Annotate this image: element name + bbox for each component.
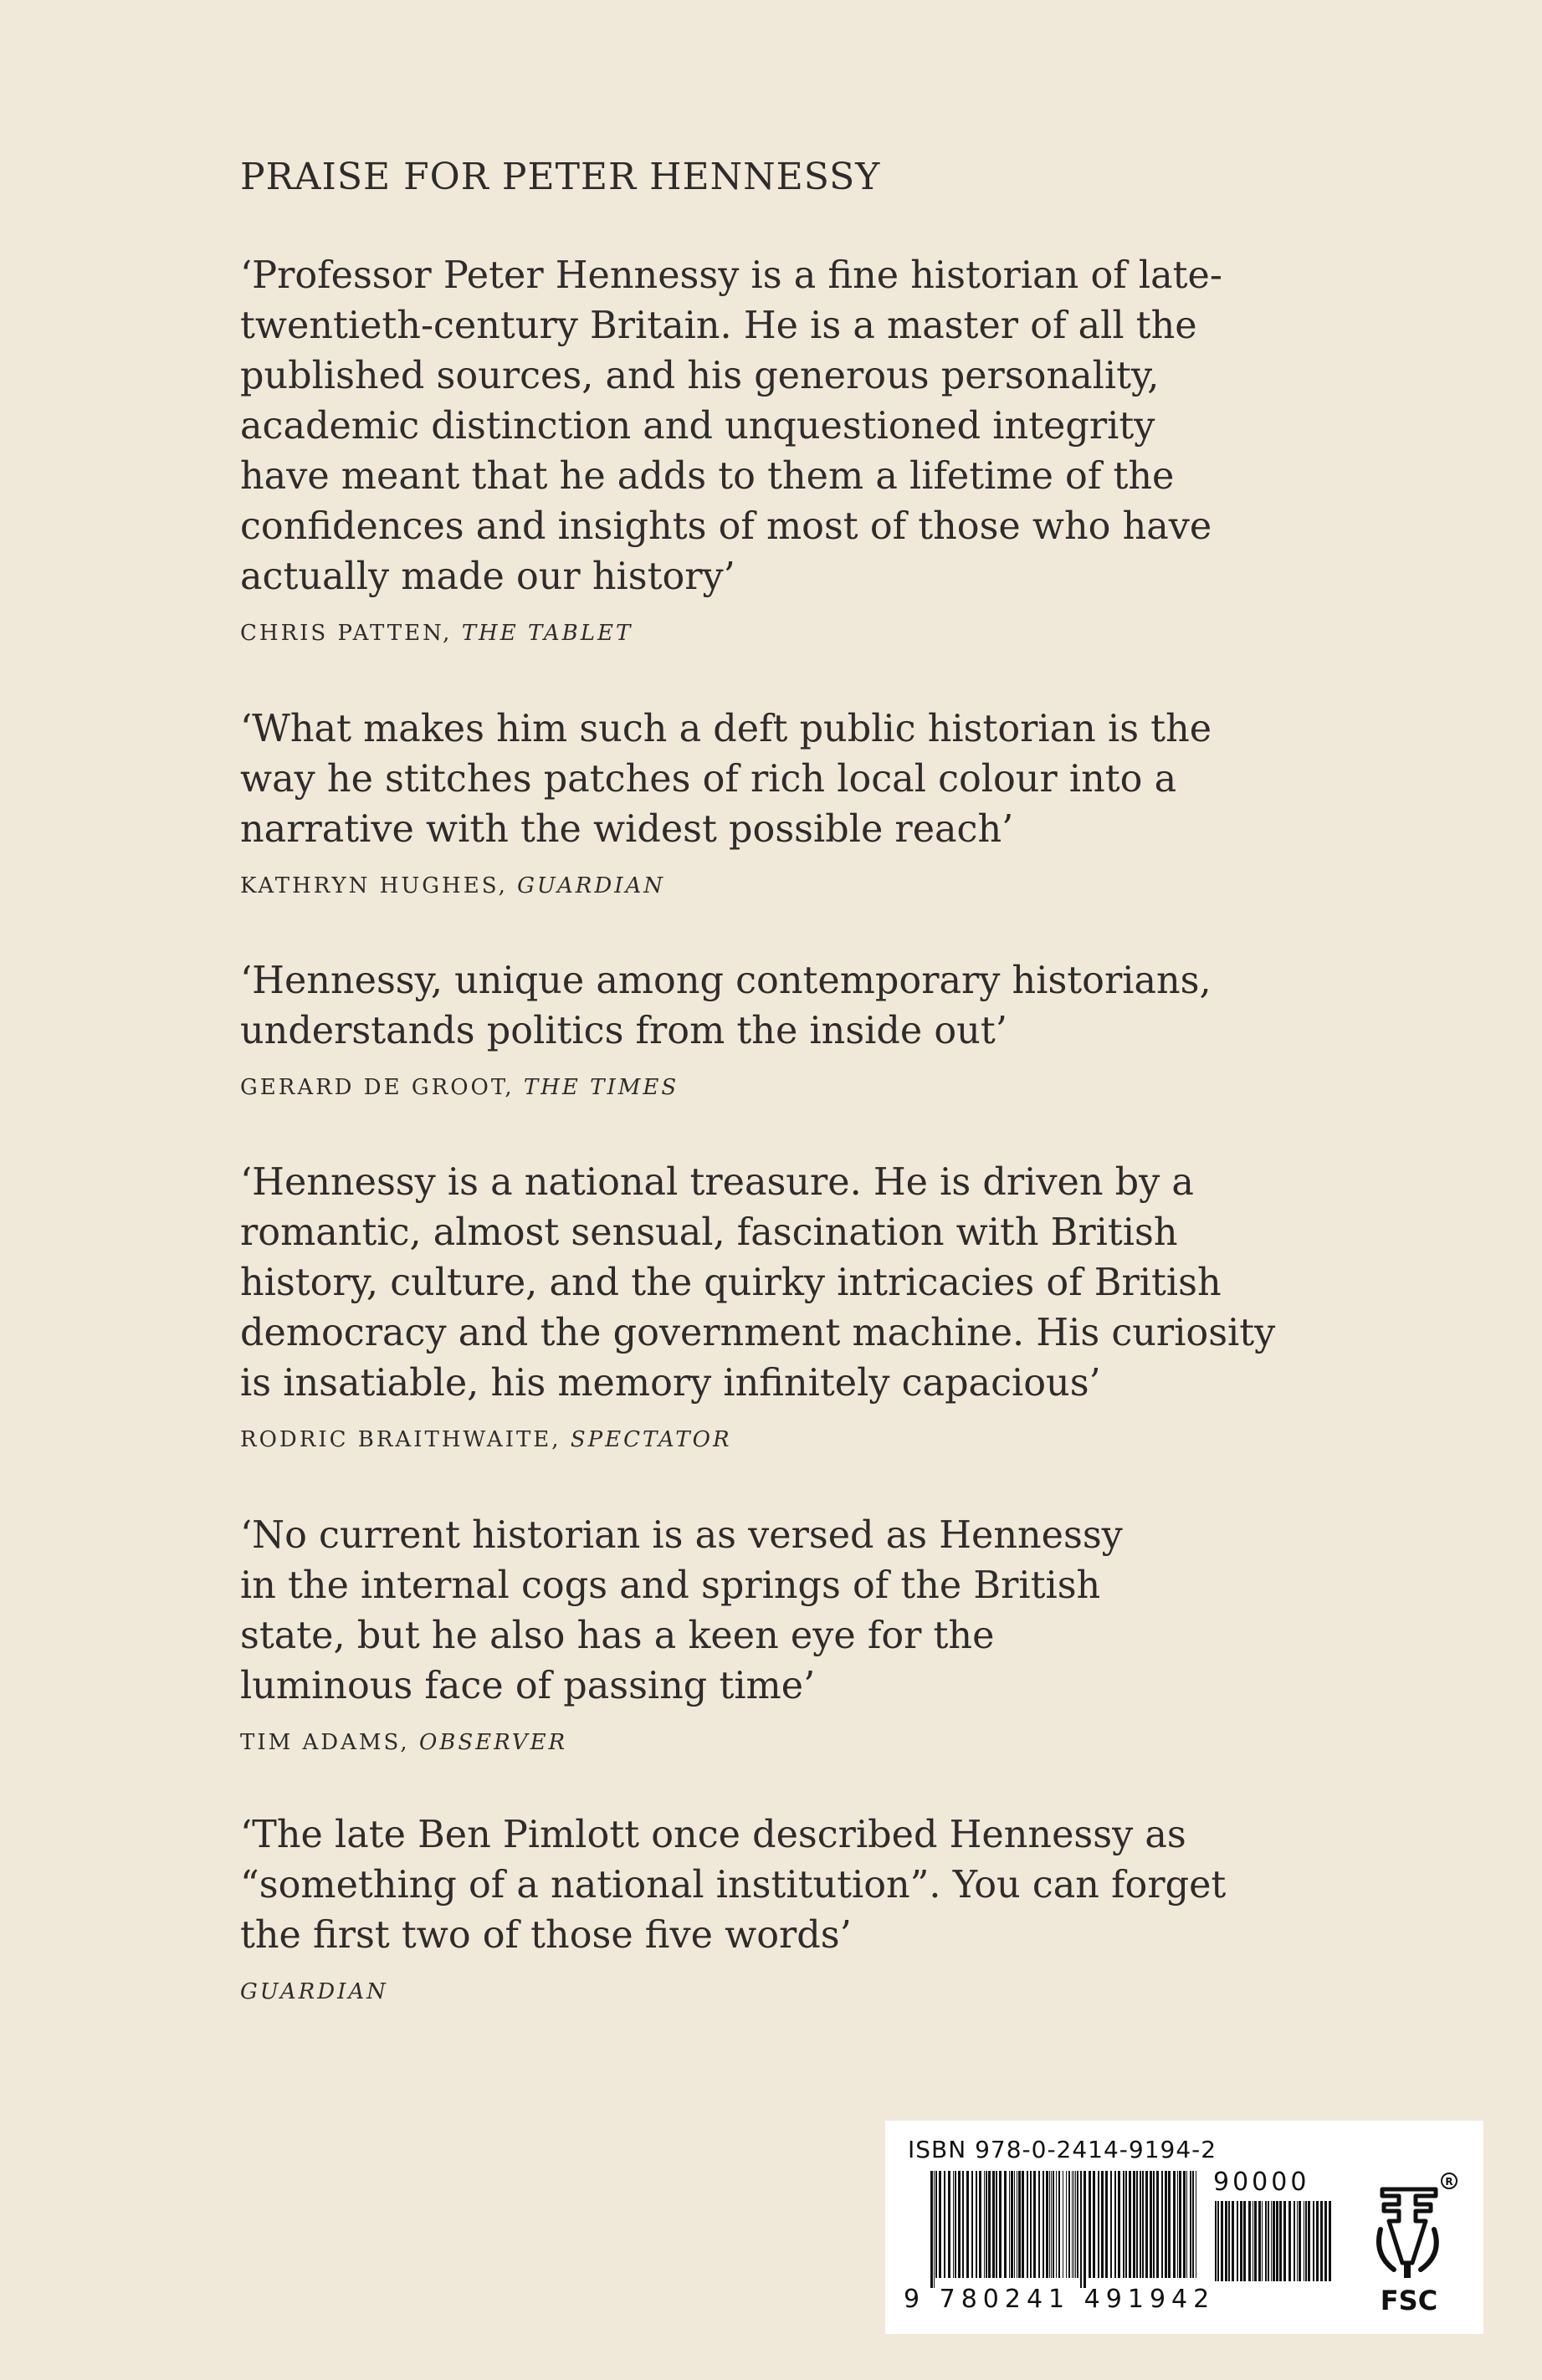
barcode-bar	[1018, 2171, 1021, 2278]
isbn-label: ISBN 978-0-2414-9194-2	[908, 2136, 1217, 2163]
barcode-bar	[1228, 2201, 1230, 2281]
barcode-bar	[1243, 2201, 1246, 2281]
attribution-author: KATHRYN HUGHES,	[240, 873, 518, 898]
quote-line: confidences and insights of most of those who have	[240, 505, 1212, 548]
quote-line: understands politics from the inside out’	[240, 1010, 1007, 1052]
barcode-bar	[1083, 2171, 1086, 2288]
barcode-bar	[1053, 2171, 1054, 2278]
quote-line: history, culture, and the quirky intricacies of British	[240, 1262, 1222, 1304]
barcode-bar	[958, 2171, 961, 2278]
barcode-bar	[1080, 2171, 1082, 2288]
barcode-bar	[986, 2171, 987, 2278]
barcode-bar	[953, 2171, 954, 2278]
quote-line: narrative with the widest possible reach’	[240, 808, 1014, 851]
barcode-bar	[1217, 2201, 1219, 2281]
barcode-bar	[944, 2171, 945, 2278]
barcode-bar	[1279, 2201, 1282, 2281]
barcode-bar	[1186, 2171, 1187, 2278]
barcode-bar	[1165, 2171, 1167, 2278]
barcode-bar	[1268, 2201, 1269, 2281]
barcode-bar	[1153, 2171, 1155, 2278]
barcode-bar	[1129, 2171, 1131, 2278]
quote-text	[240, 251, 1244, 602]
quote-text	[240, 704, 1244, 855]
barcode-bar	[1009, 2171, 1010, 2278]
barcode-bar	[1190, 2171, 1191, 2278]
barcode-bar	[1077, 2171, 1078, 2278]
quote-line: democracy and the government machine. His curiosity	[240, 1312, 1276, 1354]
quote-line: way he stitches patches of rich local colour into a	[240, 758, 1177, 801]
barcode-bar	[984, 2171, 985, 2278]
barcode-bar	[1125, 2171, 1127, 2278]
quote-text	[240, 956, 1244, 1057]
barcode-bar	[1177, 2171, 1178, 2278]
barcode-bar	[1225, 2201, 1227, 2281]
barcode-bar	[966, 2171, 969, 2278]
barcode-bar	[1173, 2171, 1176, 2278]
barcode-bar	[1271, 2201, 1272, 2281]
barcode-bar	[1142, 2171, 1144, 2278]
barcode-bar	[1156, 2171, 1159, 2278]
barcode-bar	[1320, 2201, 1323, 2281]
barcode-bar	[1014, 2171, 1015, 2278]
barcode-bar	[1145, 2171, 1148, 2278]
quote-line: ‘Professor Peter Hennessy is a fine historian of late-	[240, 254, 1222, 297]
quote-block	[240, 956, 1244, 1100]
barcode-panel	[885, 2121, 1483, 2334]
quote-attribution	[240, 621, 1244, 646]
barcode-bar	[1098, 2171, 1099, 2278]
barcode-bar	[1150, 2171, 1152, 2278]
barcode-bar	[1262, 2201, 1263, 2281]
quote-attribution	[240, 1979, 1244, 2004]
quote-attribution	[240, 1075, 1244, 1100]
quote-attribution	[240, 1730, 1244, 1755]
quote-line: actually made our history’	[240, 555, 735, 598]
attribution-author: TIM ADAMS,	[240, 1730, 419, 1755]
quote-block	[240, 1511, 1244, 1755]
barcode-bar	[935, 2171, 937, 2278]
svg-text:FSC: FSC	[1380, 2285, 1438, 2316]
barcode-bar	[1105, 2171, 1108, 2278]
quote-text	[240, 1511, 1244, 1712]
quote-line: ‘No current historian is as versed as Hennessy	[240, 1514, 1123, 1557]
barcode-bar	[1240, 2201, 1242, 2281]
quote-line: state, but he also has a keen eye for the	[240, 1615, 995, 1657]
barcode-bar	[1051, 2171, 1052, 2278]
barcode-bar	[930, 2171, 933, 2288]
quote-line: ‘The late Ben Pimlott once described Hennessy as	[240, 1814, 1186, 1856]
barcode-bar	[1073, 2171, 1074, 2278]
quote-line: the first two of those five words’	[240, 1914, 852, 1957]
barcode-bar	[1237, 2201, 1238, 2281]
barcode-bar	[1183, 2171, 1186, 2278]
barcode-bar	[979, 2171, 981, 2278]
barcode-bar	[1075, 2171, 1076, 2278]
barcode-bar	[962, 2171, 964, 2278]
barcode-bar	[1324, 2201, 1327, 2281]
barcode-bar	[1221, 2201, 1223, 2281]
barcode-bar	[1038, 2171, 1040, 2278]
barcode-bar	[1118, 2171, 1120, 2278]
quote-line: twentieth-century Britain. He is a master of all the	[240, 305, 1197, 347]
barcode-bar	[1168, 2171, 1171, 2278]
barcode-bar	[1030, 2171, 1032, 2278]
barcode-bar	[1058, 2171, 1060, 2278]
barcode-bar	[988, 2171, 991, 2278]
barcode-bar	[1049, 2171, 1050, 2278]
barcode-bar	[1299, 2201, 1301, 2281]
barcode-bar	[1089, 2171, 1091, 2278]
barcode-bar	[1033, 2171, 1036, 2278]
barcode-bar	[1258, 2201, 1261, 2281]
barcode-bar	[1027, 2171, 1028, 2278]
barcode-bar	[1161, 2171, 1163, 2278]
barcode-bar	[1056, 2171, 1057, 2278]
barcode-bar	[1276, 2201, 1278, 2281]
price-barcode	[1215, 2201, 1332, 2291]
barcode-bar	[1133, 2171, 1135, 2278]
quote-line: ‘Hennessy is a national treasure. He is driven by a	[240, 1161, 1194, 1204]
quote-line: ‘Hennessy, unique among contemporary historians,	[240, 960, 1212, 1002]
barcode-bar	[971, 2171, 973, 2278]
quote-block	[240, 251, 1244, 646]
barcode-digits: 9 780241 491942	[904, 2285, 1216, 2314]
barcode-bar	[948, 2171, 950, 2278]
barcode-bar	[992, 2171, 995, 2278]
quote-attribution	[240, 873, 1244, 898]
barcode-bar	[1294, 2201, 1295, 2281]
quote-line: luminous face of passing time’	[240, 1665, 816, 1707]
attribution-source: OBSERVER	[418, 1730, 568, 1755]
barcode-bar	[1140, 2171, 1141, 2278]
quote-line: ‘What makes him such a deft public historian is the	[240, 708, 1212, 750]
barcode-bar	[1254, 2201, 1257, 2281]
barcode-bar	[1011, 2171, 1013, 2278]
barcode-bar	[1192, 2171, 1194, 2278]
barcode-bar	[1329, 2201, 1331, 2281]
barcode-bar	[934, 2171, 935, 2288]
attribution-source: GUARDIAN	[240, 1979, 388, 2004]
quote-attribution	[240, 1427, 1244, 1452]
barcode-bar	[955, 2171, 956, 2278]
attribution-author: GERARD DE GROOT,	[240, 1075, 524, 1100]
barcode-bar	[999, 2171, 1002, 2278]
quote-line: have meant that he adds to them a lifetime of the	[240, 455, 1175, 498]
barcode-bar	[976, 2171, 977, 2278]
attribution-source: SPECTATOR	[570, 1427, 732, 1452]
barcode-bar	[939, 2171, 941, 2278]
barcode-bar	[1043, 2171, 1044, 2278]
price-code: 90000	[1213, 2168, 1310, 2197]
barcode-bar	[1273, 2201, 1275, 2281]
quote-line: in the internal cogs and springs of the British	[240, 1564, 1101, 1607]
quote-block	[240, 1158, 1276, 1452]
barcode-bar	[1316, 2201, 1319, 2281]
quote-block	[240, 704, 1244, 898]
quote-line: is insatiable, his memory infinitely capacious’	[240, 1362, 1101, 1405]
barcode-bar	[1004, 2171, 1007, 2278]
barcode-bar	[1114, 2171, 1116, 2278]
barcode-bar	[1179, 2171, 1181, 2278]
barcode-bar	[1068, 2171, 1070, 2278]
fsc-logo-icon	[1365, 2171, 1464, 2321]
quote-text	[240, 1810, 1244, 1961]
attribution-source: THE TIMES	[523, 1075, 679, 1100]
barcode-bar	[1288, 2201, 1291, 2281]
isbn-barcode	[930, 2171, 1200, 2288]
quote-line: academic distinction and unquestioned integrity	[240, 405, 1155, 448]
attribution-author: RODRIC BRAITHWAITE,	[240, 1427, 571, 1452]
page-heading: PRAISE FOR PETER HENNESSY	[240, 156, 881, 198]
barcode-bar	[1297, 2201, 1298, 2281]
quote-line: romantic, almost sensual, fascination with British	[240, 1211, 1178, 1254]
barcode-bar	[1232, 2201, 1234, 2281]
barcode-bar	[1101, 2171, 1104, 2278]
barcode-bar	[1123, 2171, 1124, 2278]
attribution-source: THE TABLET	[461, 621, 633, 646]
barcode-bar	[1110, 2171, 1112, 2278]
quote-text	[240, 1158, 1276, 1409]
barcode-bar	[1283, 2201, 1286, 2281]
barcode-bar	[1313, 2201, 1314, 2281]
attribution-author: CHRIS PATTEN,	[240, 621, 462, 646]
quote-line: “something of a national institution”. You can forget	[240, 1864, 1227, 1907]
barcode-bar	[996, 2171, 997, 2278]
barcode-bar	[1265, 2201, 1267, 2281]
barcode-bar	[1046, 2171, 1048, 2278]
barcode-bar	[1136, 2171, 1138, 2278]
barcode-bar	[1093, 2171, 1095, 2278]
barcode-bar	[1072, 2171, 1073, 2278]
barcode-bar	[1248, 2201, 1251, 2281]
barcode-bar	[1308, 2201, 1310, 2281]
svg-text:R: R	[1445, 2176, 1453, 2188]
quote-line: published sources, and his generous personality,	[240, 355, 1160, 397]
attribution-source: GUARDIAN	[517, 873, 666, 898]
barcode-bar	[1022, 2171, 1024, 2278]
barcode-bar	[1305, 2201, 1307, 2281]
barcode-bar	[1066, 2171, 1067, 2278]
barcode-bar	[1215, 2201, 1217, 2281]
quote-block	[240, 1810, 1244, 2004]
